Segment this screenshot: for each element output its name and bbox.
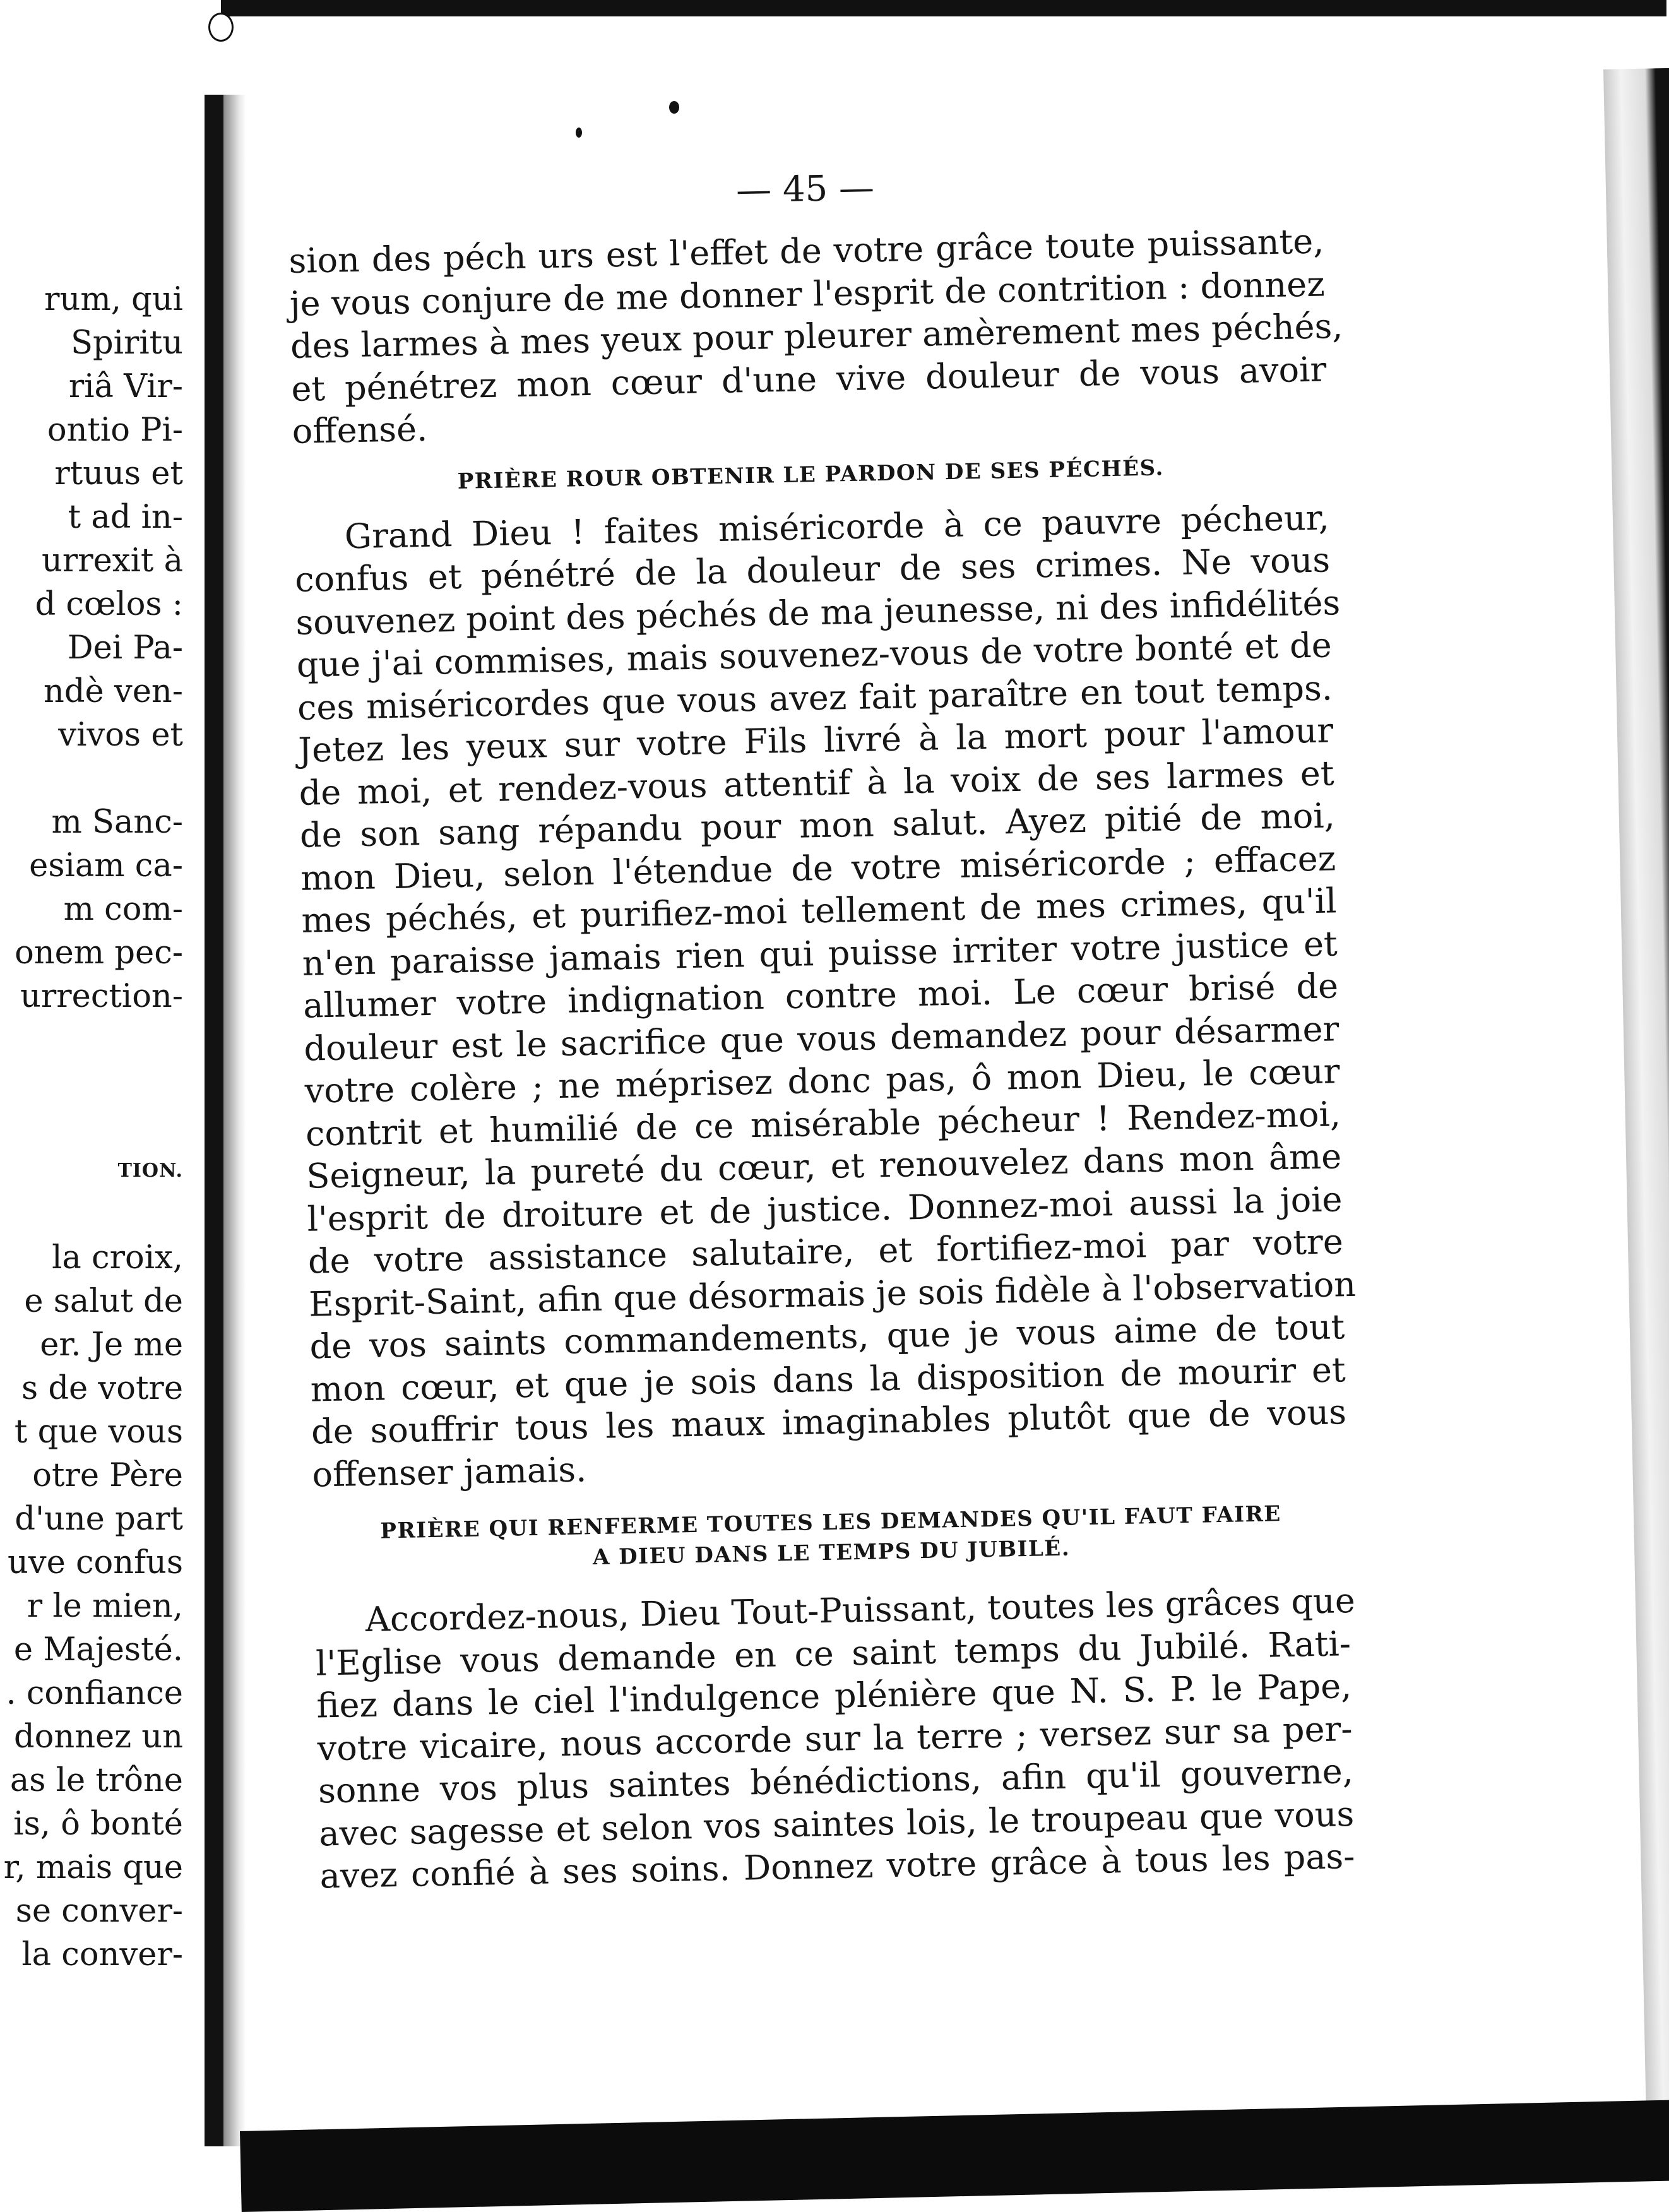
text-line: sion des péch urs est l'effet de votre grâce toute puissante, <box>288 221 1324 281</box>
text-line: Jetez les yeux sur votre Fils livré à la mort pour l'amour <box>297 710 1334 770</box>
text-line: contrit et humilié de ce misérable pécheur ! Rendez-moi, <box>305 1093 1341 1154</box>
fragment-line: TION. <box>117 1160 183 1182</box>
scan-bottom-border <box>240 2100 1669 2212</box>
text-line: sonne vos plus saintes bénédictions, afin qu'il gouverne, <box>318 1751 1354 1811</box>
text-line: Accordez-nous, Dieu Tout-Puissant, toutes les grâces que <box>365 1580 1356 1640</box>
text-line: fiez dans le ciel l'indulgence plénière que N. S. P. le Pape, <box>316 1666 1352 1726</box>
fragment-line: r le mien, <box>27 1588 183 1625</box>
fragment-line: ndè ven- <box>44 673 183 710</box>
fragment-line <box>0 1192 183 1236</box>
text-line: de vos saints commandements, que je vous aime de tout <box>309 1307 1345 1367</box>
intro-paragraph <box>288 220 1343 453</box>
fragment-line: s de votre <box>21 1370 183 1407</box>
fragment-line: esiam ca- <box>29 847 183 884</box>
fragment-line <box>0 1062 183 1105</box>
text-line: de son sang répandu pour mon salut. Ayez pitié de moi, <box>299 795 1336 855</box>
text-line: allumer votre indignation contre moi. Le cœur brisé de <box>302 966 1339 1026</box>
fragment-line: la conver- <box>21 1936 183 1973</box>
book-page <box>287 157 1355 1898</box>
fragment-line: rum, qui <box>44 281 183 318</box>
fragment-line: m Sanc- <box>51 804 183 841</box>
text-line: n'en paraisse jamais rien qui puisse irriter votre justice et <box>302 923 1338 984</box>
text-line: ces miséricordes que vous avez fait paraître en tout temps. <box>297 667 1333 728</box>
previous-page-fragment <box>0 278 183 1977</box>
fragment-line: otre Père <box>32 1457 183 1494</box>
fragment-line: r, mais que <box>3 1849 183 1886</box>
text-line: de souffrir tous les maux imaginables plutôt que de vous <box>311 1392 1347 1452</box>
fragment-line: as le trône <box>9 1762 183 1799</box>
prayer-paragraph-pardon <box>294 496 1357 1496</box>
ink-speck <box>208 13 234 42</box>
section-heading-jubile-line-1: PRIÈRE QUI RENFERME TOUTES LES DEMANDES QU'IL FAUT FAIRE <box>380 1501 1282 1544</box>
page-number: — 45 — <box>735 167 875 211</box>
fragment-line: rtuus et <box>54 455 183 492</box>
text-line: l'esprit de droiture et de justice. Donnez-moi aussi la joie <box>307 1179 1343 1239</box>
text-line: Esprit-Saint, afin que désormais je sois fidèle à l'observation <box>308 1264 1357 1324</box>
fragment-line <box>0 1018 183 1062</box>
scan-top-border <box>221 0 1666 16</box>
fragment-line: e salut de <box>24 1283 183 1320</box>
fragment-line: la croix, <box>52 1239 183 1276</box>
section-heading-jubile <box>313 1497 1350 1578</box>
text-line: confus et pénétré de la douleur de ses crimes. Ne vous <box>294 540 1331 600</box>
ink-speck <box>576 128 582 138</box>
text-line: que j'ai commises, mais souvenez-vous de votre bonté et de <box>296 625 1333 685</box>
fragment-line: Dei Pa- <box>67 629 183 667</box>
fragment-line: riâ Vir- <box>68 368 183 405</box>
fragment-line: Spiritu <box>71 324 183 362</box>
fragment-line: er. Je me <box>40 1326 183 1364</box>
text-line: offenser jamais. <box>311 1449 587 1495</box>
text-line: de moi, et rendez-vous attentif à la voix de ses larmes et <box>299 752 1335 813</box>
text-line: je vous conjure de me donner l'esprit de contrition : donnez <box>289 263 1326 324</box>
text-line: avec sagesse et selon vos saintes lois, le troupeau que vous <box>318 1793 1355 1854</box>
text-line: mon cœur, et que je sois dans la disposition de mourir et <box>310 1349 1346 1410</box>
text-line: mon Dieu, selon l'étendue de votre miséricorde ; effacez <box>300 838 1336 898</box>
text-line: douleur est le sacrifice que vous demandez pour désarmer <box>303 1008 1339 1069</box>
text-line: avez confié à ses soins. Donnez votre grâce à tous les pas- <box>319 1836 1355 1896</box>
text-line: offensé. <box>292 408 428 451</box>
fragment-line: urrexit à <box>42 542 183 580</box>
text-line: votre colère ; ne méprisez donc pas, ô mon Dieu, le cœur <box>304 1051 1341 1111</box>
fragment-line <box>0 1105 183 1149</box>
page-right-edge <box>1603 68 1669 2153</box>
fragment-line: d cœlos : <box>35 586 183 623</box>
book-gutter <box>205 95 223 2146</box>
fragment-line: onem pec- <box>15 934 183 972</box>
text-line: souvenez point des péchés de ma jeunesse, ni des infidélités <box>295 582 1341 643</box>
fragment-line <box>0 757 183 800</box>
text-line: et pénétrez mon cœur d'une vive douleur de vous avoir <box>290 348 1327 409</box>
fragment-line: e Majesté. <box>13 1631 183 1668</box>
text-line: mes péchés, et purifiez-moi tellement de mes crimes, qu'il <box>301 881 1337 941</box>
fragment-line: is, ô bonté <box>13 1805 183 1843</box>
fragment-line: vivos et <box>58 717 183 754</box>
section-heading-jubile-line-2: A DIEU DANS LE TEMPS DU JUBILÉ. <box>592 1535 1071 1571</box>
fragment-line: uve confus <box>7 1544 183 1581</box>
prayer-paragraph-jubile <box>314 1579 1355 1898</box>
fragment-line: ontio Pi- <box>47 412 183 449</box>
fragment-line: urrection- <box>20 978 183 1015</box>
text-line: l'Eglise vous demande en ce saint temps du Jubilé. Rati- <box>315 1623 1351 1684</box>
fragment-line: d'une part <box>15 1501 183 1538</box>
gutter-shadow <box>223 95 246 2146</box>
text-line: votre vicaire, nous accorde sur la terre ; versez sur sa per- <box>317 1708 1353 1769</box>
fragment-line: m com- <box>63 891 183 928</box>
text-line: Grand Dieu ! faites miséricorde à ce pauvre pécheur, <box>344 497 1330 556</box>
fragment-line: se conver- <box>15 1893 183 1930</box>
text-line: Seigneur, la pureté du cœur, et renouvelez dans mon âme <box>306 1136 1342 1196</box>
fragment-line: . confiance <box>6 1675 183 1712</box>
fragment-line: t que vous <box>14 1413 183 1451</box>
text-line: de votre assistance salutaire, et fortifiez-moi par votre <box>307 1222 1344 1281</box>
text-line: des larmes à mes yeux pour pleurer amèrement mes péchés, <box>290 306 1343 366</box>
ink-speck <box>669 101 679 114</box>
section-heading-pardon: PRIÈRE ROUR OBTENIR LE PARDON DE SES PÉCHÉS. <box>457 455 1165 494</box>
fragment-line: donnez un <box>14 1718 183 1756</box>
fragment-line: t ad in- <box>68 499 183 536</box>
